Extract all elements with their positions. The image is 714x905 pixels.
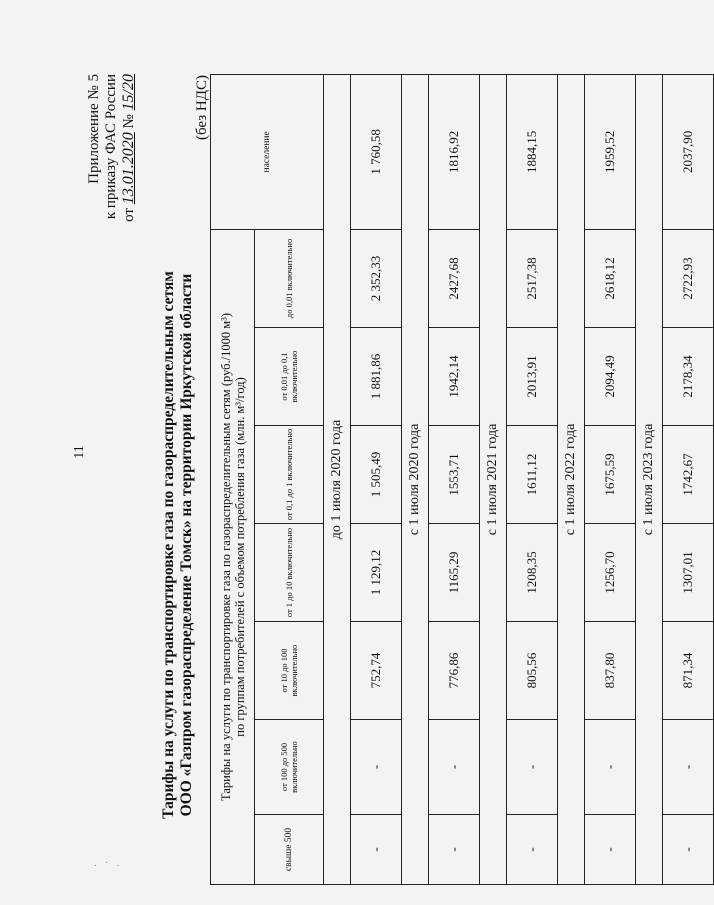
column-header: от 100 до 500 включительно: [255, 720, 324, 815]
tariff-value-cell: 1942,14: [429, 328, 480, 426]
order-number: 15/20: [120, 74, 137, 111]
tariff-values-row: [663, 74, 714, 884]
column-header: от 0,1 до 1 включительно: [255, 426, 324, 524]
tariff-value-cell: -: [429, 720, 480, 815]
tariff-value-cell: 1816,92: [429, 74, 480, 229]
period-row: [558, 74, 585, 884]
page-number: 11: [72, 445, 87, 459]
tariff-values-row: [507, 74, 558, 884]
tariff-value-cell: -: [663, 720, 714, 815]
tariff-value-cell: 1959,52: [585, 74, 636, 229]
column-header: до 0,01 включительно: [255, 229, 324, 327]
tariff-values-row: [351, 74, 402, 884]
tariff-value-cell: -: [507, 815, 558, 885]
tariff-value-cell: 2517,38: [507, 229, 558, 327]
tariff-value-cell: 805,56: [507, 622, 558, 720]
tariff-value-cell: 2 352,33: [351, 229, 402, 327]
appendix-number: Приложение № 5: [86, 74, 102, 184]
tariff-value-cell: 2722,93: [663, 229, 714, 327]
period-label: с 1 июля 2022 года: [558, 74, 585, 884]
tariff-value-cell: 1 505,49: [351, 426, 402, 524]
header-main-line-1: Тарифы на услуги по транспортировке газа по газораспределительным сетям (руб./1000 м³): [218, 312, 233, 801]
tariff-value-cell: 1 881,86: [351, 328, 402, 426]
column-header: от 0,01 до 0,1 включительно: [255, 328, 324, 426]
title-line-2: ООО «Газпром газораспределение Томск» на территории Иркутской области: [178, 273, 195, 817]
header-main-line-2: по группам потребителей с объемом потребления газа (млн. м³/год): [232, 377, 247, 737]
vat-note: (без НДС): [194, 75, 210, 141]
tariff-value-cell: -: [663, 815, 714, 885]
tariff-value-cell: 2427,68: [429, 229, 480, 327]
tariff-value-cell: -: [585, 815, 636, 885]
period-label: с 1 июля 2020 года: [402, 74, 429, 884]
document-title: [160, 265, 196, 825]
tariff-value-cell: 1884,15: [507, 74, 558, 229]
period-row: [402, 74, 429, 884]
tariff-table: [210, 74, 714, 885]
tariff-value-cell: 2618,12: [585, 229, 636, 327]
number-prefix: №: [121, 114, 137, 129]
column-header-population: население: [211, 74, 324, 229]
order-date: 13.01.2020: [120, 132, 137, 205]
title-line-1: Тарифы на услуги по транспортировке газа по газораспределительным сетям: [160, 271, 177, 819]
appendix-header: [86, 74, 138, 222]
appendix-date-line: [120, 74, 138, 222]
tariff-value-cell: 2013,91: [507, 328, 558, 426]
period-label: до 1 июля 2020 года: [324, 74, 351, 884]
column-header: от 10 до 100 включительно: [255, 622, 324, 720]
period-row: [324, 74, 351, 884]
tariff-value-cell: 1208,35: [507, 524, 558, 622]
tariff-value-cell: 776,86: [429, 622, 480, 720]
tariff-value-cell: -: [351, 720, 402, 815]
period-label: с 1 июля 2023 года: [636, 74, 663, 884]
tariff-value-cell: 1553,71: [429, 426, 480, 524]
tariff-value-cell: 2094,49: [585, 328, 636, 426]
tariff-value-cell: 1611,12: [507, 426, 558, 524]
tariff-value-cell: 752,74: [351, 622, 402, 720]
tariff-value-cell: 1 129,12: [351, 524, 402, 622]
tariff-values-row: [429, 74, 480, 884]
column-header: свыше 500: [255, 815, 324, 885]
tariff-value-cell: -: [351, 815, 402, 885]
tariff-value-cell: 1742,67: [663, 426, 714, 524]
tariff-value-cell: 1307,01: [663, 524, 714, 622]
tariff-values-row: [585, 74, 636, 884]
tariff-value-cell: -: [429, 815, 480, 885]
appendix-order: к приказу ФАС России: [103, 74, 119, 220]
tariff-value-cell: -: [585, 720, 636, 815]
date-prefix: от: [121, 208, 137, 222]
period-row: [636, 74, 663, 884]
tariff-value-cell: 1 760,58: [351, 74, 402, 229]
tariff-value-cell: 837,80: [585, 622, 636, 720]
tariff-value-cell: 2178,34: [663, 328, 714, 426]
header-main-row: [211, 74, 255, 884]
column-header: от 1 до 10 включительно: [255, 524, 324, 622]
tariff-value-cell: 1165,29: [429, 524, 480, 622]
period-label: с 1 июля 2021 года: [480, 74, 507, 884]
tariff-value-cell: -: [507, 720, 558, 815]
header-main-cell: [211, 229, 255, 884]
tariff-value-cell: 2037,90: [663, 74, 714, 229]
period-row: [480, 74, 507, 884]
tariff-value-cell: 1256,70: [585, 524, 636, 622]
scan-specks: . · .: [94, 858, 123, 869]
tariff-value-cell: 1675,59: [585, 426, 636, 524]
tariff-value-cell: 871,34: [663, 622, 714, 720]
